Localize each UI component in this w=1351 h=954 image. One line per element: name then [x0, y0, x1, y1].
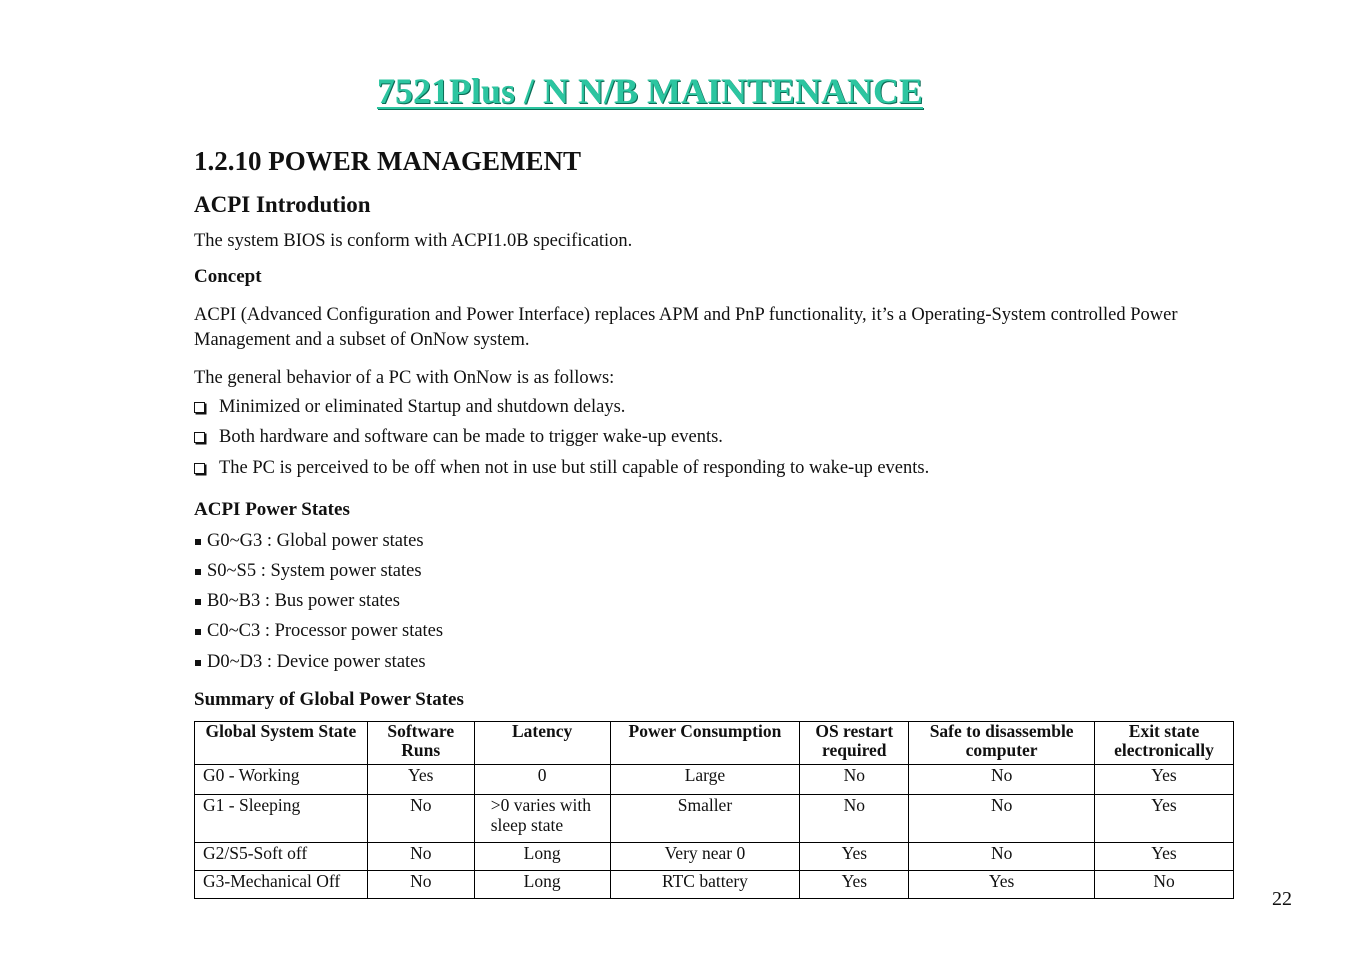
table-cell: No — [909, 765, 1095, 795]
table-cell: Yes — [1095, 765, 1234, 795]
behavior-intro: The general behavior of a PC with OnNow is as follows: — [194, 368, 615, 388]
power-states-heading: ACPI Power States — [194, 499, 350, 520]
table-cell: No — [367, 871, 474, 899]
column-header: Exit state electronically — [1095, 722, 1234, 765]
page-number: 22 — [1272, 888, 1292, 910]
behavior-item-text: Both hardware and software can be made to trigger wake-up events. — [219, 427, 723, 447]
power-state-item — [194, 621, 443, 642]
table-row — [195, 795, 1234, 843]
power-state-item — [194, 652, 426, 673]
column-header: Power Consumption — [610, 722, 800, 765]
power-state-text: B0~B3 : Bus power states — [207, 591, 400, 611]
checkbox-icon — [194, 432, 205, 443]
table-cell: Long — [474, 843, 610, 871]
square-bullet-icon — [195, 569, 201, 575]
square-bullet-icon — [195, 599, 201, 605]
column-header: Latency — [474, 722, 610, 765]
behavior-item — [194, 458, 929, 479]
table-cell: Yes — [800, 871, 909, 899]
power-state-item — [194, 591, 400, 612]
power-state-text: D0~D3 : Device power states — [207, 652, 426, 672]
table-cell: >0 varies with sleep state — [474, 795, 610, 843]
behavior-item — [194, 397, 625, 418]
power-state-item — [194, 561, 422, 582]
table-cell: 0 — [474, 765, 610, 795]
table-header-row — [195, 722, 1234, 765]
table-cell: Large — [610, 765, 800, 795]
table-cell: No — [909, 795, 1095, 843]
behavior-item-text: The PC is perceived to be off when not in use but still capable of responding to wake-up events. — [219, 458, 930, 478]
table-row — [195, 765, 1234, 795]
square-bullet-icon — [195, 539, 201, 545]
column-header: Safe to disassemble computer — [909, 722, 1095, 765]
table-row — [195, 843, 1234, 871]
column-header: Software Runs — [367, 722, 474, 765]
table-cell: Yes — [800, 843, 909, 871]
power-state-item — [194, 531, 424, 552]
behavior-item — [194, 427, 723, 448]
table-cell: Yes — [909, 871, 1095, 899]
concept-heading: Concept — [194, 266, 262, 287]
column-header: Global System State — [195, 722, 368, 765]
section-heading: 1.2.10 POWER MANAGEMENT — [194, 146, 581, 176]
table-cell: Very near 0 — [610, 843, 800, 871]
summary-heading: Summary of Global Power States — [194, 689, 464, 710]
table-cell: G3-Mechanical Off — [195, 871, 368, 899]
table-cell: Yes — [1095, 843, 1234, 871]
square-bullet-icon — [195, 629, 201, 635]
table-cell: Smaller — [610, 795, 800, 843]
checkbox-icon — [194, 463, 205, 474]
table-cell: Yes — [1095, 795, 1234, 843]
power-state-text: S0~S5 : System power states — [207, 561, 422, 581]
table-cell: No — [1095, 871, 1234, 899]
table-cell: G1 - Sleeping — [195, 795, 368, 843]
power-state-text: G0~G3 : Global power states — [207, 531, 424, 551]
behavior-item-text: Minimized or eliminated Startup and shutdown delays. — [219, 397, 626, 417]
global-power-states-table — [194, 721, 1234, 899]
power-state-text: C0~C3 : Processor power states — [207, 621, 444, 641]
square-bullet-icon — [195, 660, 201, 666]
table-cell: No — [800, 765, 909, 795]
table-row — [195, 871, 1234, 899]
page-title: 7521Plus / N N/B MAINTENANCE — [376, 71, 924, 111]
table-cell: Long — [474, 871, 610, 899]
checkbox-icon — [194, 402, 205, 413]
acpi-intro-heading: ACPI Introdution — [194, 192, 371, 217]
table-cell: No — [800, 795, 909, 843]
table-cell: G2/S5-Soft off — [195, 843, 368, 871]
table-cell: Yes — [367, 765, 474, 795]
table-cell: G0 - Working — [195, 765, 368, 795]
acpi-intro-text: The system BIOS is conform with ACPI1.0B specification. — [194, 231, 633, 251]
concept-text: ACPI (Advanced Configuration and Power Interface) replaces APM and PnP functionality, it’s a Operating-System controlled Power Management and a subset of OnNow system. — [194, 305, 1178, 350]
table-cell: No — [367, 795, 474, 843]
table-cell: RTC battery — [610, 871, 800, 899]
table-cell: No — [909, 843, 1095, 871]
table-cell: No — [367, 843, 474, 871]
column-header: OS restart required — [800, 722, 909, 765]
